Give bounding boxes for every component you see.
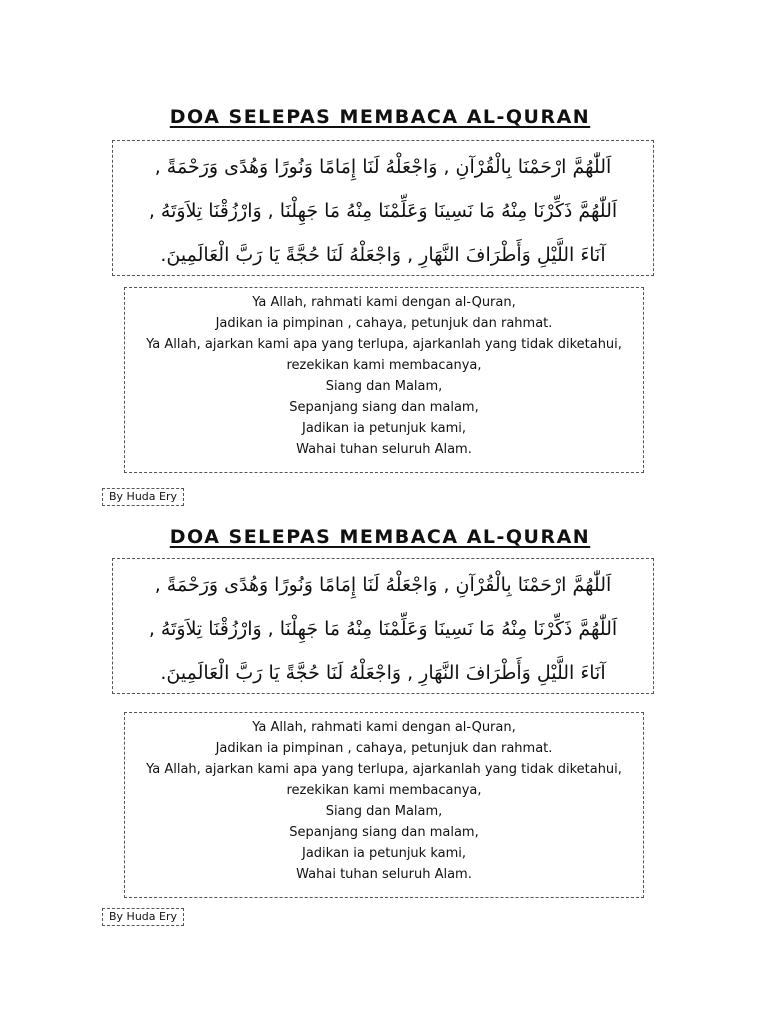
translation-line: Jadikan ia petunjuk kami, xyxy=(301,846,467,861)
translation-line: Siang dan Malam, xyxy=(325,804,443,819)
translation-line: Sepanjang siang dan malam, xyxy=(289,825,479,840)
translation-line: Ya Allah, ajarkan kami apa yang terlupa, ajarkanlah yang tidak diketahui, xyxy=(146,337,622,352)
translation-line: rezekikan kami membacanya, xyxy=(286,783,482,798)
translation-line: Siang dan Malam, xyxy=(325,379,443,394)
translation-line: Wahai tuhan seluruh Alam. xyxy=(296,867,472,882)
arabic-line: اَللّٰهُمَّ ارْحَمْنَا بِالْقُرْآنِ , وَاجْعَلْهُ لَنَا إِمَامًا وَنُورًا وَهُدًى وَرَحْمَةً , xyxy=(154,156,612,178)
translation-line: Jadikan ia pimpinan , cahaya, petunjuk dan rahmat. xyxy=(215,316,553,331)
arabic-text-box xyxy=(112,140,654,276)
translation-line: Ya Allah, ajarkan kami apa yang terlupa, ajarkanlah yang tidak diketahui, xyxy=(146,762,622,777)
translation-line: Ya Allah, rahmati kami dengan al-Quran, xyxy=(252,295,516,310)
translation-line: Jadikan ia pimpinan , cahaya, petunjuk dan rahmat. xyxy=(215,741,553,756)
arabic-line: اَللّٰهُمَّ ذَكِّرْنَا مِنْهُ مَا نَسِينَا وَعَلِّمْنَا مِنْهُ مَا جَهِلْنَا , وَارْزُقْنَا تِلاَوَتَهُ , xyxy=(148,200,618,222)
arabic-line: اَللّٰهُمَّ ارْحَمْنَا بِالْقُرْآنِ , وَاجْعَلْهُ لَنَا إِمَامًا وَنُورًا وَهُدًى وَرَحْمَةً , xyxy=(154,574,612,596)
translation-line: Sepanjang siang dan malam, xyxy=(289,400,479,415)
arabic-line: آنَاءَ اللَّيْلِ وَأَطْرَافَ النَّهَارِ , وَاجْعَلْهُ لَنَا حُجَّةً يَا رَبَّ الْعَالَمِينَ. xyxy=(160,244,606,266)
translation-box xyxy=(124,287,644,473)
translation-box xyxy=(124,712,644,898)
author-credit: By Huda Ery xyxy=(102,488,184,506)
author-credit: By Huda Ery xyxy=(102,908,184,926)
translation-line: Wahai tuhan seluruh Alam. xyxy=(296,442,472,457)
translation-line: Ya Allah, rahmati kami dengan al-Quran, xyxy=(252,720,516,735)
translation-line: Jadikan ia petunjuk kami, xyxy=(301,421,467,436)
prayer-title: DOA SELEPAS MEMBACA AL-QURAN xyxy=(169,526,591,548)
arabic-line: اَللّٰهُمَّ ذَكِّرْنَا مِنْهُ مَا نَسِينَا وَعَلِّمْنَا مِنْهُ مَا جَهِلْنَا , وَارْزُقْنَا تِلاَوَتَهُ , xyxy=(148,618,618,640)
arabic-line: آنَاءَ اللَّيْلِ وَأَطْرَافَ النَّهَارِ , وَاجْعَلْهُ لَنَا حُجَّةً يَا رَبَّ الْعَالَمِينَ. xyxy=(160,662,606,684)
arabic-text-box xyxy=(112,558,654,694)
prayer-title: DOA SELEPAS MEMBACA AL-QURAN xyxy=(169,106,591,128)
translation-line: rezekikan kami membacanya, xyxy=(286,358,482,373)
